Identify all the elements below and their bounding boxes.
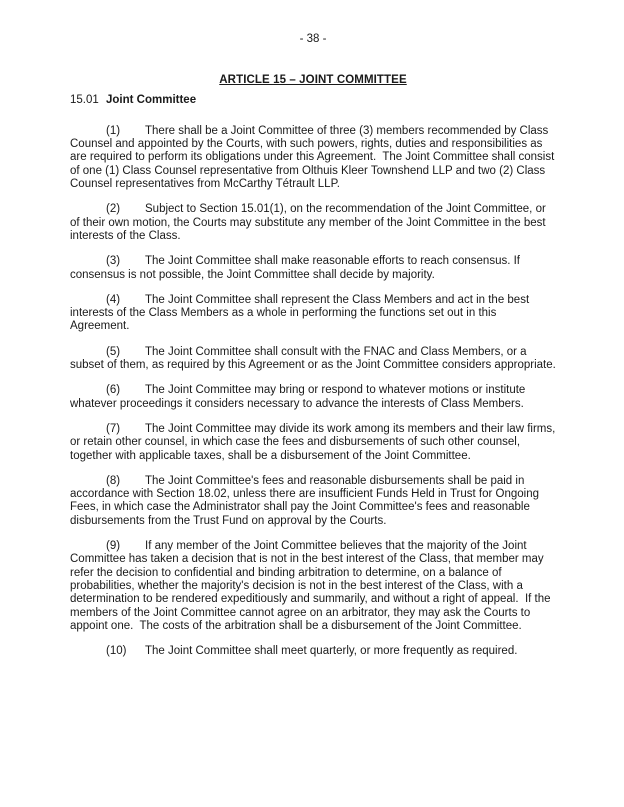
paragraph-number: (7) bbox=[106, 422, 121, 435]
paragraph-text: If any member of the Joint Committee believes that the majority of the Joint Committee has taken a decision that is not in the best interest of the Class, that member may refer the decision to confidential and binding arbitration to determine, on a balance of probabilities, whether the majority's decision is not in the best interest of the Class, with a determination to be rendered expeditiously and summarily, and without a right of appeal. If the members of the Joint Committee cannot agree on an arbitrator, they may ask the Courts to appoint one. The costs of the arbitration shall be a disbursement of the Joint Committee. bbox=[70, 540, 554, 632]
paragraph-number: (10) bbox=[106, 645, 127, 658]
paragraph-text: The Joint Committee may bring or respond to whatever motions or institute whatever proceedings it considers necessary to advance the interests of Class Members. bbox=[70, 384, 529, 410]
paragraph bbox=[70, 346, 556, 373]
paragraph bbox=[70, 645, 556, 658]
section-number: 15.01 bbox=[70, 93, 99, 106]
paragraph bbox=[70, 255, 556, 282]
paragraph bbox=[70, 294, 556, 334]
paragraph-number: (9) bbox=[106, 540, 121, 553]
paragraph-number: (5) bbox=[106, 345, 121, 358]
paragraph-text: The Joint Committee shall represent the Class Members and act in the best interests of the Class Members as a whole in performing the functions set out in this Agreement. bbox=[70, 293, 533, 333]
paragraph bbox=[70, 475, 556, 528]
paragraph bbox=[70, 125, 556, 191]
paragraph-number: (1) bbox=[106, 124, 121, 137]
article-heading: ARTICLE 15 – JOINT COMMITTEE bbox=[219, 74, 407, 87]
section-heading bbox=[70, 94, 556, 107]
paragraph-list bbox=[70, 124, 559, 659]
paragraph bbox=[70, 422, 559, 463]
paragraph-text: There shall be a Joint Committee of three (3) members recommended by Class Counsel and appointed by the Courts, with such powers, rights, duties and responsibilities as are required to perform its obligations under this Agreement. The Joint Committee shall consist of one (1) Class Counsel representative from Olthuis Kleer Townshend LLP and two (2) Class Counsel representatives from McCarthy Tétrault LLP. bbox=[70, 124, 558, 191]
paragraph-text: The Joint Committee shall make reasonable efforts to reach consensus. If consensus is not possible, the Joint Committee shall decide by majority. bbox=[70, 255, 524, 281]
paragraph-text: The Joint Committee may divide its work among its members and their law firms, or retain other counsel, in which case the fees and disbursements of such other counsel, together with applicable taxes, shall be a disbursement of the Joint Committee. bbox=[70, 422, 559, 462]
paragraph-number: (8) bbox=[106, 474, 121, 487]
section-title: Joint Committee bbox=[106, 93, 197, 106]
paragraph-text: The Joint Committee shall meet quarterly, or more frequently as required. bbox=[145, 645, 518, 658]
page-number: - 38 - bbox=[299, 33, 327, 45]
paragraph-number: (3) bbox=[106, 255, 121, 268]
paragraph bbox=[70, 540, 556, 633]
paragraph-number: (6) bbox=[106, 384, 121, 397]
paragraph-text: Subject to Section 15.01(1), on the recommendation of the Joint Committee, or of their own motion, the Courts may substitute any member of the Joint Committee in the best interests of the Class. bbox=[70, 203, 550, 242]
paragraph-number: (2) bbox=[106, 203, 121, 216]
paragraph bbox=[70, 203, 556, 243]
paragraph bbox=[70, 384, 556, 411]
paragraph-number: (4) bbox=[106, 293, 121, 306]
paragraph-text: The Joint Committee shall consult with the FNAC and Class Members, or a subset of them, as required by this Agreement or as the Joint Committee considers appropriate. bbox=[70, 345, 556, 372]
paragraph-text: The Joint Committee's fees and reasonable disbursements shall be paid in accordance with Section 18.02, unless there are insufficient Funds Held in Trust for Ongoing Fees, in which case the Administrator shall pay the Joint Committee's fees and reasonable disbursements from the Trust Fund on approval by the Courts. bbox=[70, 474, 543, 527]
